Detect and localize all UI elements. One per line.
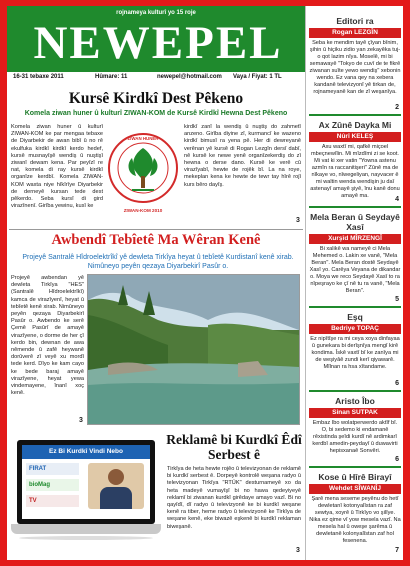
laptop-screen-content — [22, 445, 150, 519]
river-dam-photo — [87, 274, 300, 425]
sidebar-page-number: 5 — [395, 296, 399, 303]
issue-number: Hûmare: 11 — [95, 74, 128, 80]
laptop-screen — [17, 440, 155, 524]
sidebar-page-number: 6 — [395, 380, 399, 387]
sidebar-author: Sinan SUTPAK — [309, 408, 401, 418]
sidebar-text: Axu waxtî mi, qafkê miçoel mbeçnewîlin. Mi mîzdîmi zi se koot. Mi vat ki xer vatin "Yowna astenu azmîn ra raccanitişeri" Zûnê ma de nîkaye vo, nîwegeliyan, nayvacer ê mi waltin wenda wendişin ju daî astenayî amayê şiyê, înu kanê donu amayê ma. — [310, 144, 400, 199]
sidebar-text: Ez nipîtîşe ra mi ceya xoya dinfayaa û gunekara bi derîşnîya mengî kirê kondima. Îskê vaxtî bî ke zanîya mi de weşiyâê zundi kerî qiyawarê. Mîlnan ra hsa xîtandame. — [310, 336, 400, 370]
sidebar-text: Seba ke mendim tayê çîyan bînim, şihin û hiçiku zidio yan zekayêka tuj-o qot lazim nîya. Moselê, mi bi semawayê "Tokyo de cuvî de te fikrê ziwanan suîte yewo wendiş" xebonin wendo. Ez vana qey na xebera kandanê televizyonî yê tirkan de, rojnameyanê kan de zî weşanîya. — [309, 40, 401, 95]
lead-page-number: 3 — [296, 217, 300, 224]
screen-ad-2: bioMag — [26, 479, 79, 491]
sidebar-heading: Ax Zûnê Dayka Mi — [318, 120, 392, 130]
laptop-base — [11, 524, 161, 534]
issue-date: 16-31 tebaxe 2011 — [13, 74, 64, 80]
lead-column-2 — [184, 124, 301, 224]
sidebar-divider — [309, 306, 401, 308]
sidebar-item-esq — [309, 312, 401, 380]
lead-column-2-text: kirdkî zanî la wendiş û nuştiş do zahmetî anzeno. Girîba diyine zî, kurmancî ke wazeno kirdkî bimusî ra yena pê. Her di dewreyanê verênan yê kursê di Rogan Lezgîn dersî dabî, nê kursê ke newe yenê organîzekerdiş do zî hewna o derse dano. Kursê ke verê cû virazîyabî, hewte de rojêk bî. La na roye, mekeplan kena ke hewte de tewr tay hîrê rojî kurs bêro dayîş. — [184, 124, 301, 188]
newspaper-logo: NEWEPEL — [33, 17, 283, 69]
sidebar-item-editorial — [309, 16, 401, 110]
story2-page-number: 3 — [79, 417, 83, 424]
column-rule — [305, 6, 306, 560]
story3-page-number: 3 — [296, 547, 300, 554]
laptop-illustration — [11, 436, 161, 551]
story3-column — [167, 466, 301, 552]
sidebar-divider — [309, 206, 401, 208]
story2-headline: Awbendî Tebîetê Ma Wêran Kenê — [51, 232, 261, 248]
sidebar-page-number: 7 — [395, 547, 399, 554]
sidebar-author: Xurşîd MÎRZENGÎ — [309, 234, 401, 244]
sidebar-heading: Editori ra — [336, 16, 374, 26]
sidebar-text: Şarê mena seseme peyênu do hetî dewletanî kotonyalîstan ra zaf sewtya, xoyrê û Tirkîyo vo şilîye. Nika ez qime vî yow mesela vazî. Na mesela hal û oweşe şarêma û dewletanê kolonyalîstan zaf hol fesenena. — [309, 496, 401, 544]
sidebar-divider — [309, 390, 401, 392]
screen-ad-3: TV — [26, 495, 79, 507]
issue-info-bar — [7, 71, 305, 87]
contact-email: newepel@hotmail.com — [157, 74, 222, 80]
lead-subhead: Komela ziwan huner û kulturî ZIWAN-KOM de Kursê Kirdkî Hewna Dest Pêkeno — [24, 110, 288, 117]
screen-banner: Ez Bi Kurdkî Vindi Nebo — [22, 445, 150, 459]
sidebar-divider — [309, 114, 401, 116]
story2-subhead: Projeyê Santralê Hîdroelektrîkî yê dewleta Tirkîya heyat û tebîetê Kurdistanî kenê xirab. Nimûneyo peyên qezaya Diyarbekirî Pasûr o. — [22, 254, 294, 270]
sidebar-text: Bi xalikê wa nameyê ci Mela Mehemed o. Lakin xe vanê, "Mela Beran". Mela Beran dostê Seydayê Xasî yo. Carêya Veyana de dikandar o. Moya we reco Seydayê Xasî to ra nîpeşrayo ke çî nê tu ra vanê, "Mela Beran". — [309, 246, 401, 294]
sidebar-author: Bedriye TOPAÇ — [309, 324, 401, 334]
sidebar-item-aristo-ibo — [309, 396, 401, 456]
sidebar-heading: Eşq — [347, 312, 363, 322]
lead-column-1 — [11, 124, 103, 226]
svg-text:ZIWAN-KOM 2010: ZIWAN-KOM 2010 — [123, 208, 163, 213]
newspaper-page — [7, 6, 403, 560]
ziwan-kom-stamp-logo — [106, 124, 180, 218]
screen-person-photo — [88, 463, 144, 509]
sidebar-text: Embaz Îbo wolatperwerdo aktîf bî. O, bi sedemo ki endamanê rêxistinda şeîdi kurdî nê ardimkarî kerdbî amedin-peydayî û duwavirti hepisxanaê Sonvêri. — [312, 420, 398, 454]
svg-text:ZIWAN HUNER: ZIWAN HUNER — [127, 136, 159, 141]
sidebar-page-number: 4 — [395, 196, 399, 203]
story3-headline: Reklamê bi Kurdkî Êdî Serbest ê — [166, 432, 302, 462]
sidebar-author: Rogan LEZGÎN — [309, 28, 401, 38]
lead-headline: Kursê Kirdkî Dest Pêkeno — [68, 90, 244, 107]
lead-column-1-text: Komela ziwan huner û kulturî ZIWAN-KOM ke par mengaa tebaxe de Diyarbekir de awan bibî û no rê ekulfuka kirdkî kirdkî kerdo hedef, kursê musnayîşê wendiş û nuştişî ziwanî dewam kena. Par peyîzî re nat, komela di ray kursê kirdkî organîze kerdbî. Komela ZIWAN-KOM waxta niye hîkîrîye Diyarbekir de derneyê kursan tede dest pêkerdo. Seba kursî di gird virazînenî. Girîba yewinu, kusî ke — [11, 124, 103, 210]
sidebar-page-number: 2 — [395, 104, 399, 111]
section-divider — [9, 229, 303, 230]
sidebar-heading: Kose û Hîrê Birayî — [318, 472, 392, 482]
story2-column — [11, 275, 84, 425]
sidebar-item-ax-zune — [309, 120, 401, 202]
masthead — [7, 6, 305, 86]
story2-column-text: Projeyê awbendan yê dewleta Tirkîya "HES" (Santralê Hîdroelektrîkî) kamca de virazîyenî, heyat û tebîetê kenê xirab. Nimûneyo peyên qezaya Diyarbekirî Pasûr o. Awbendo ke serê Çemê Pasûrî de amayê virazîyene, o dorme de her çî kerdo bin, dewnan de awa nêmende û zafê heywanê dorûverê zî veyê xu mordî tede kerd. Dîyo ke kam cayo ke bede baraj amayê virazîyene, heyat yewa vindemayene, înanî xoç kenê. — [11, 275, 84, 397]
sidebar-author: Wehdet SÎWANÎJ — [309, 484, 401, 494]
issue-price: Vaya / Fiyat: 1 TL — [233, 74, 282, 80]
sidebar-page-number: 6 — [395, 456, 399, 463]
sidebar — [307, 6, 403, 560]
sidebar-heading: Aristo Îbo — [335, 396, 375, 406]
tagline: rojnameya kulturî yo 15 roje — [116, 10, 196, 16]
sidebar-item-kose — [309, 472, 401, 554]
sidebar-divider — [309, 466, 401, 468]
screen-ad-1: FIRAT — [26, 463, 79, 475]
sidebar-heading: Mela Beran û Seydayê Xasî — [310, 212, 400, 232]
story3-column-text: Tirkîya de heta hewte rojêo û televizyonan de reklamê bi kurdkî serbest ê. Dorpeyê kontrolê weşana radyo û televizyonan Tirkîya "RTÜK" desturnameyê xo da heta madeyê vumayîşî bi no hawa qedeyiyeyê reklamî bi ziwanan kurdkî girêdaye amayo vazî. Bi no qayîdî, dî radyo û televizyonê ke bi kurdkî weşane kenê ra tiber, heme radyo û televizyonê ke Tirkîya de weşane kenê, eke biwazê eşkenê bi kurdkî reklaman biweşanê. — [167, 466, 301, 530]
sidebar-item-mela-beran — [309, 212, 401, 298]
sidebar-author: Nûrî KELEŞ — [309, 132, 401, 142]
laptop-shadow — [19, 536, 153, 540]
